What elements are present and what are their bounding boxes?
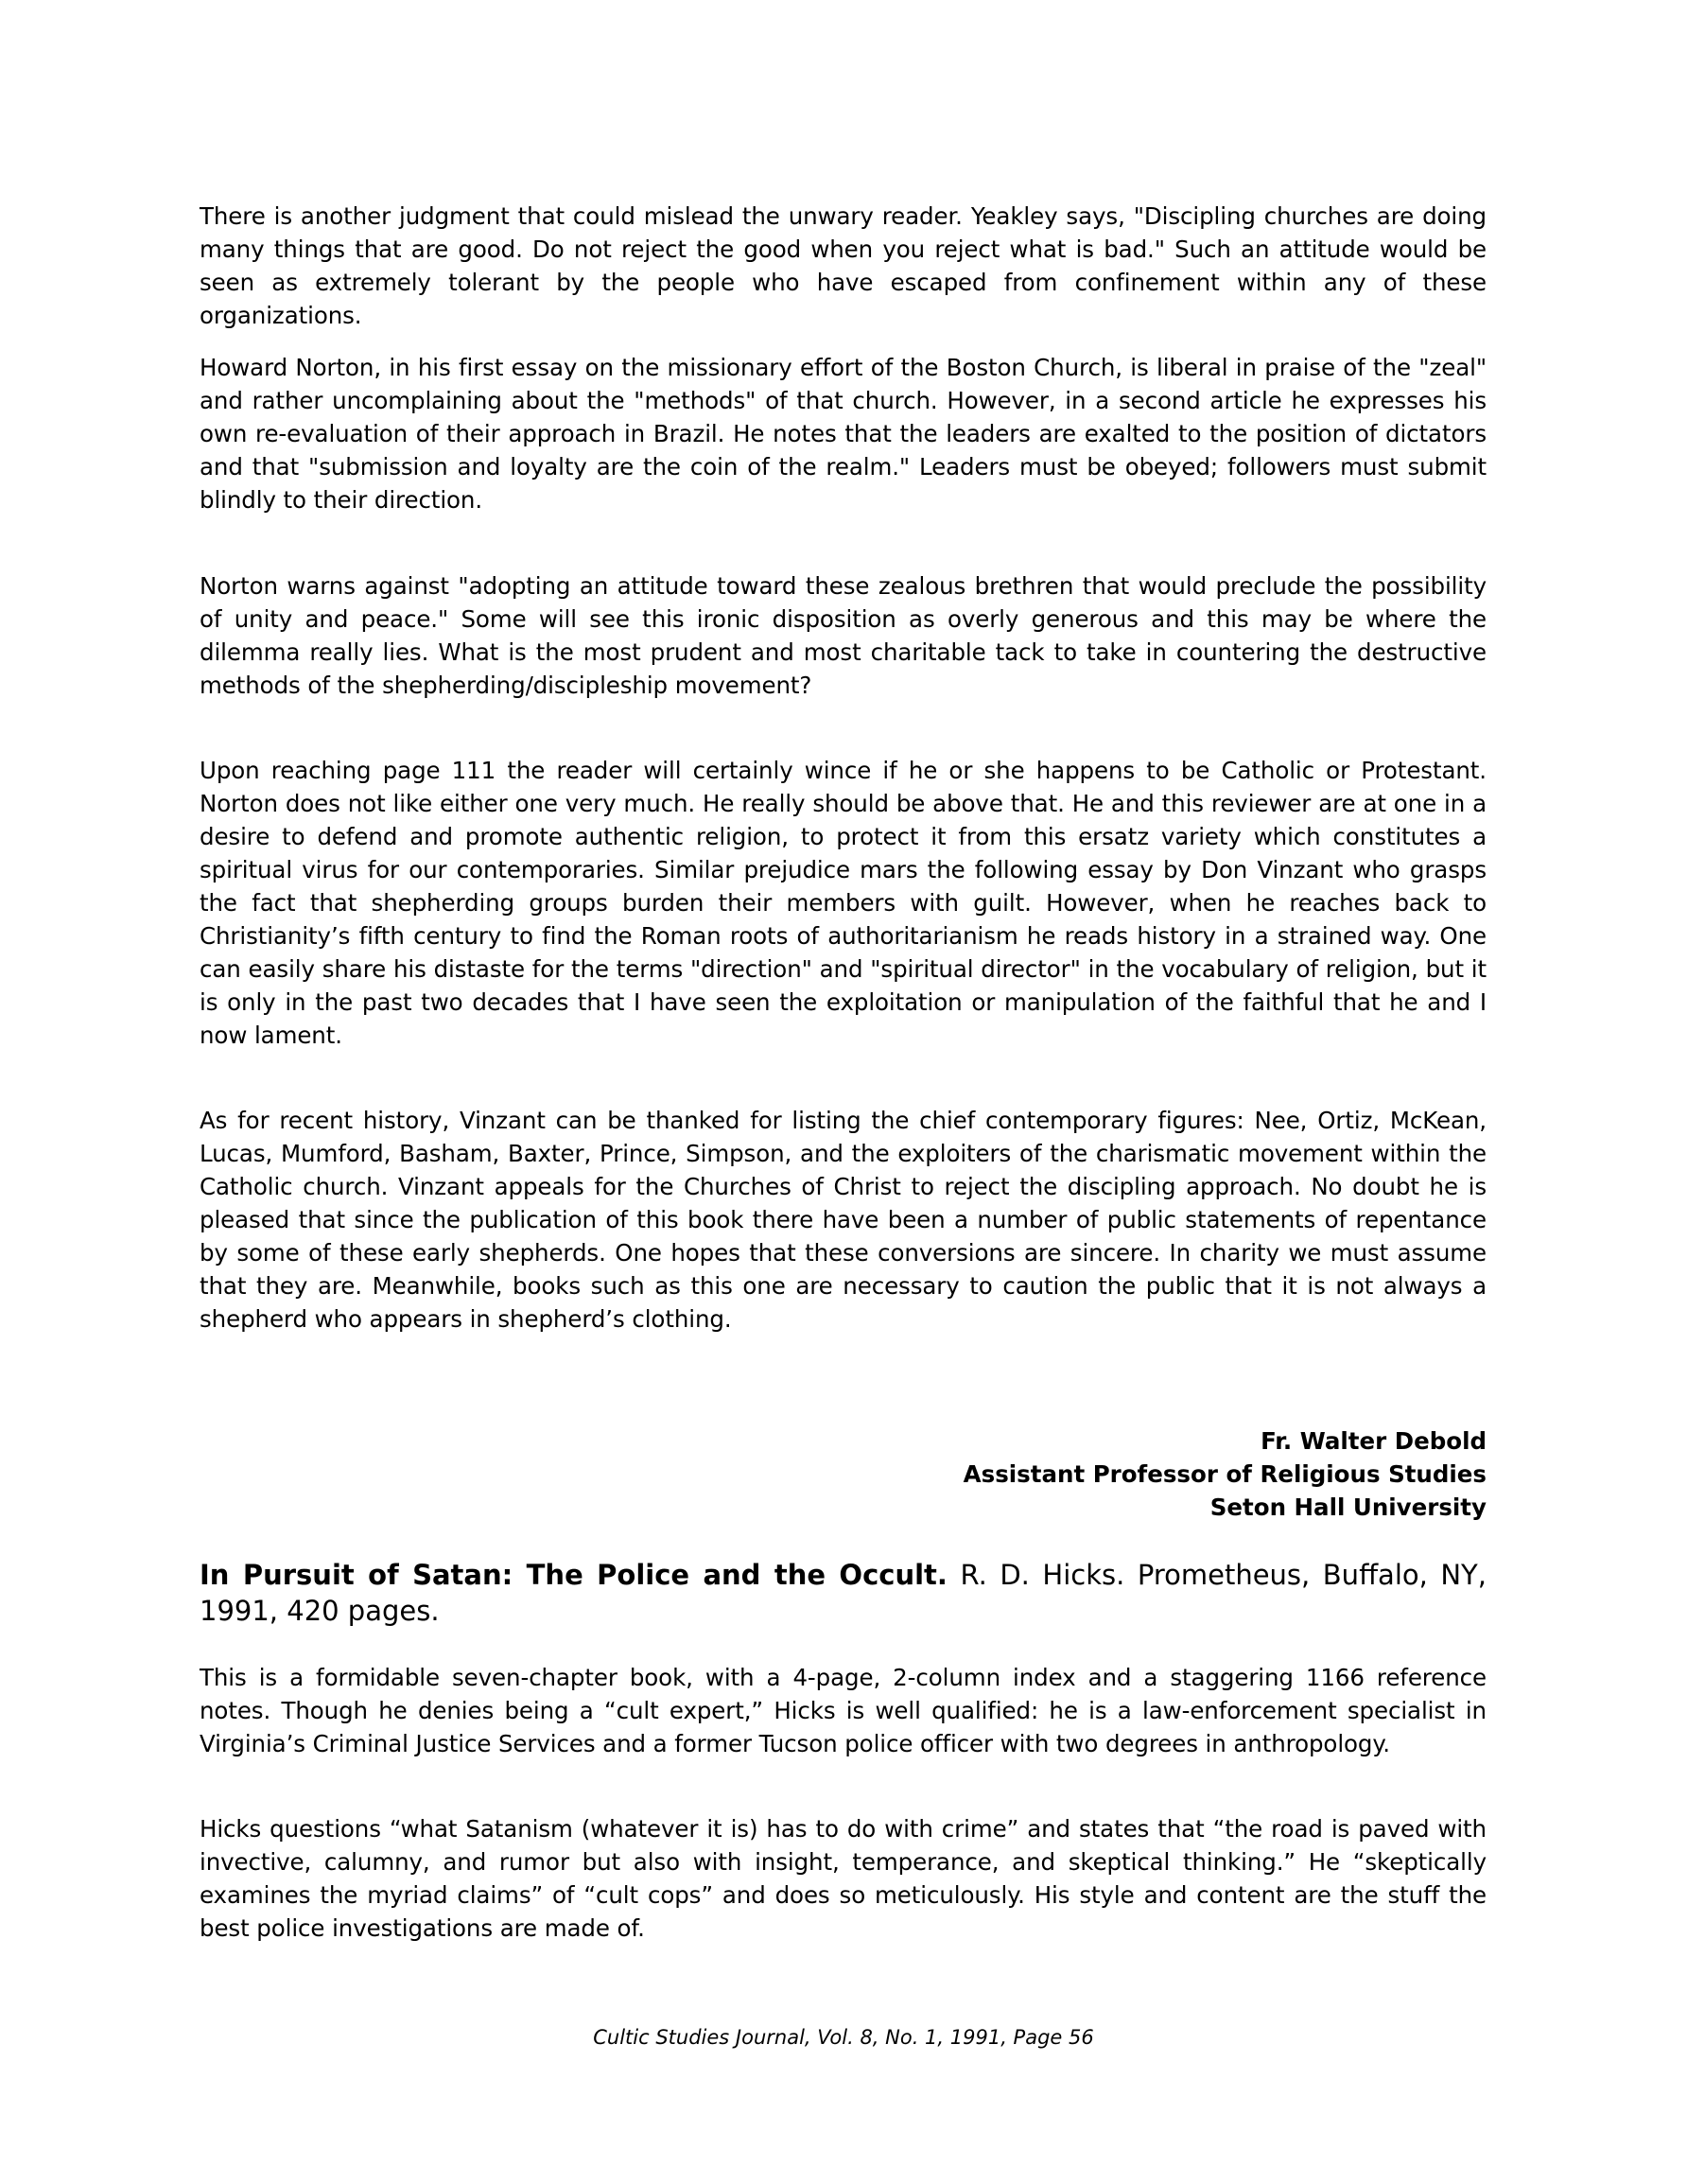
review2-paragraph-1: This is a formidable seven-chapter book, with a 4-page, 2-column index and a staggering 1166 reference notes. Though he denies being a “cult expert,” Hicks is well qualified: he is a law-enforcement specialist in Virginia’s Criminal Justice Services and a former Tucson police officer with two degrees in anthropology. [200, 1664, 1487, 1757]
review1-paragraph-4: Upon reaching page 111 the reader will certainly wince if he or she happens to be Catholic or Protestant. Norton does not like either one very much. He really should be above that. He and this reviewer are at one in a desire to defend and promote authentic religion, to protect it from this ersatz variety which constitutes a spiritual virus for our contemporaries. Similar prejudice mars the following essay by Don Vinzant who grasps the fact that shepherding groups burden their members with guilt. However, when he reaches back to Christianity’s fifth century to find the Roman roots of authoritarianism he reads history in a strained way. One can easily share his distaste for the terms "direction" and "spiritual director" in the vocabulary of religion, but it is only in the past two decades that I have seen the exploitation or manipulation of the faithful that he and I now lament. [200, 757, 1487, 1049]
review1-paragraph-1: There is another judgment that could mislead the unwary reader. Yeakley says, "Discipling churches are doing many things that are good. Do not reject the good when you reject what is bad." Such an attitude would be seen as extremely tolerant by the people who have escaped from confinement within any of these organizations. [200, 202, 1487, 329]
review2-paragraph-2: Hicks questions “what Satanism (whatever it is) has to do with crime” and states that “the road is paved with invective, calumny, and rumor but also with insight, temperance, and skeptical thinking.” He “skeptically examines the myriad claims” of “cult cops” and does so meticulously. His style and content are the stuff the best police investigations are made of. [200, 1815, 1487, 1942]
reviewer-name: Fr. Walter Debold [1261, 1427, 1487, 1455]
review1-paragraph-2: Howard Norton, in his first essay on the missionary effort of the Boston Church, is liberal in praise of the "zeal" and rather uncomplaining about the "methods" of that church. However, in a second article he expresses his own re-evaluation of their approach in Brazil. He notes that the leaders are exalted to the position of dictators and that "submission and loyalty are the coin of the realm." Leaders must be obeyed; followers must submit blindly to their direction. [200, 354, 1487, 514]
reviewer-title: Assistant Professor of Religious Studies [963, 1460, 1487, 1488]
review1-paragraph-3: Norton warns against "adopting an attitude toward these zealous brethren that would preclude the possibility of unity and peace." Some will see this ironic disposition as overly generous and this may be where the dilemma really lies. What is the most prudent and most charitable tack to take in countering the destructive methods of the shepherding/discipleship movement? [200, 572, 1487, 699]
book-title: In Pursuit of Satan: The Police and the Occult. [200, 1559, 948, 1591]
page-footer-citation: Cultic Studies Journal, Vol. 8, No. 1, 1991, Page 56 [593, 2026, 1094, 2049]
reviewer-signature [964, 1424, 1487, 1524]
reviewer-institution: Seton Hall University [1209, 1494, 1487, 1521]
review1-paragraph-5: As for recent history, Vinzant can be thanked for listing the chief contemporary figures: Nee, Ortiz, McKean, Lucas, Mumford, Basham, Baxter, Prince, Simpson, and the exploiters of the charismatic movement within the Catholic church. Vinzant appeals for the Churches of Christ to reject the discipling approach. No doubt he is pleased that since the publication of this book there have been a number of public statements of repentance by some of these early shepherds. One hopes that these conversions are sincere. In charity we must assume that they are. Meanwhile, books such as this one are necessary to caution the public that it is not always a shepherd who appears in shepherd’s clothing. [200, 1107, 1487, 1333]
book-details: R. D. Hicks. Prometheus, Buffalo, NY, 1991, 420 pages. [200, 1559, 1487, 1627]
book-citation-heading [200, 1557, 1487, 1629]
